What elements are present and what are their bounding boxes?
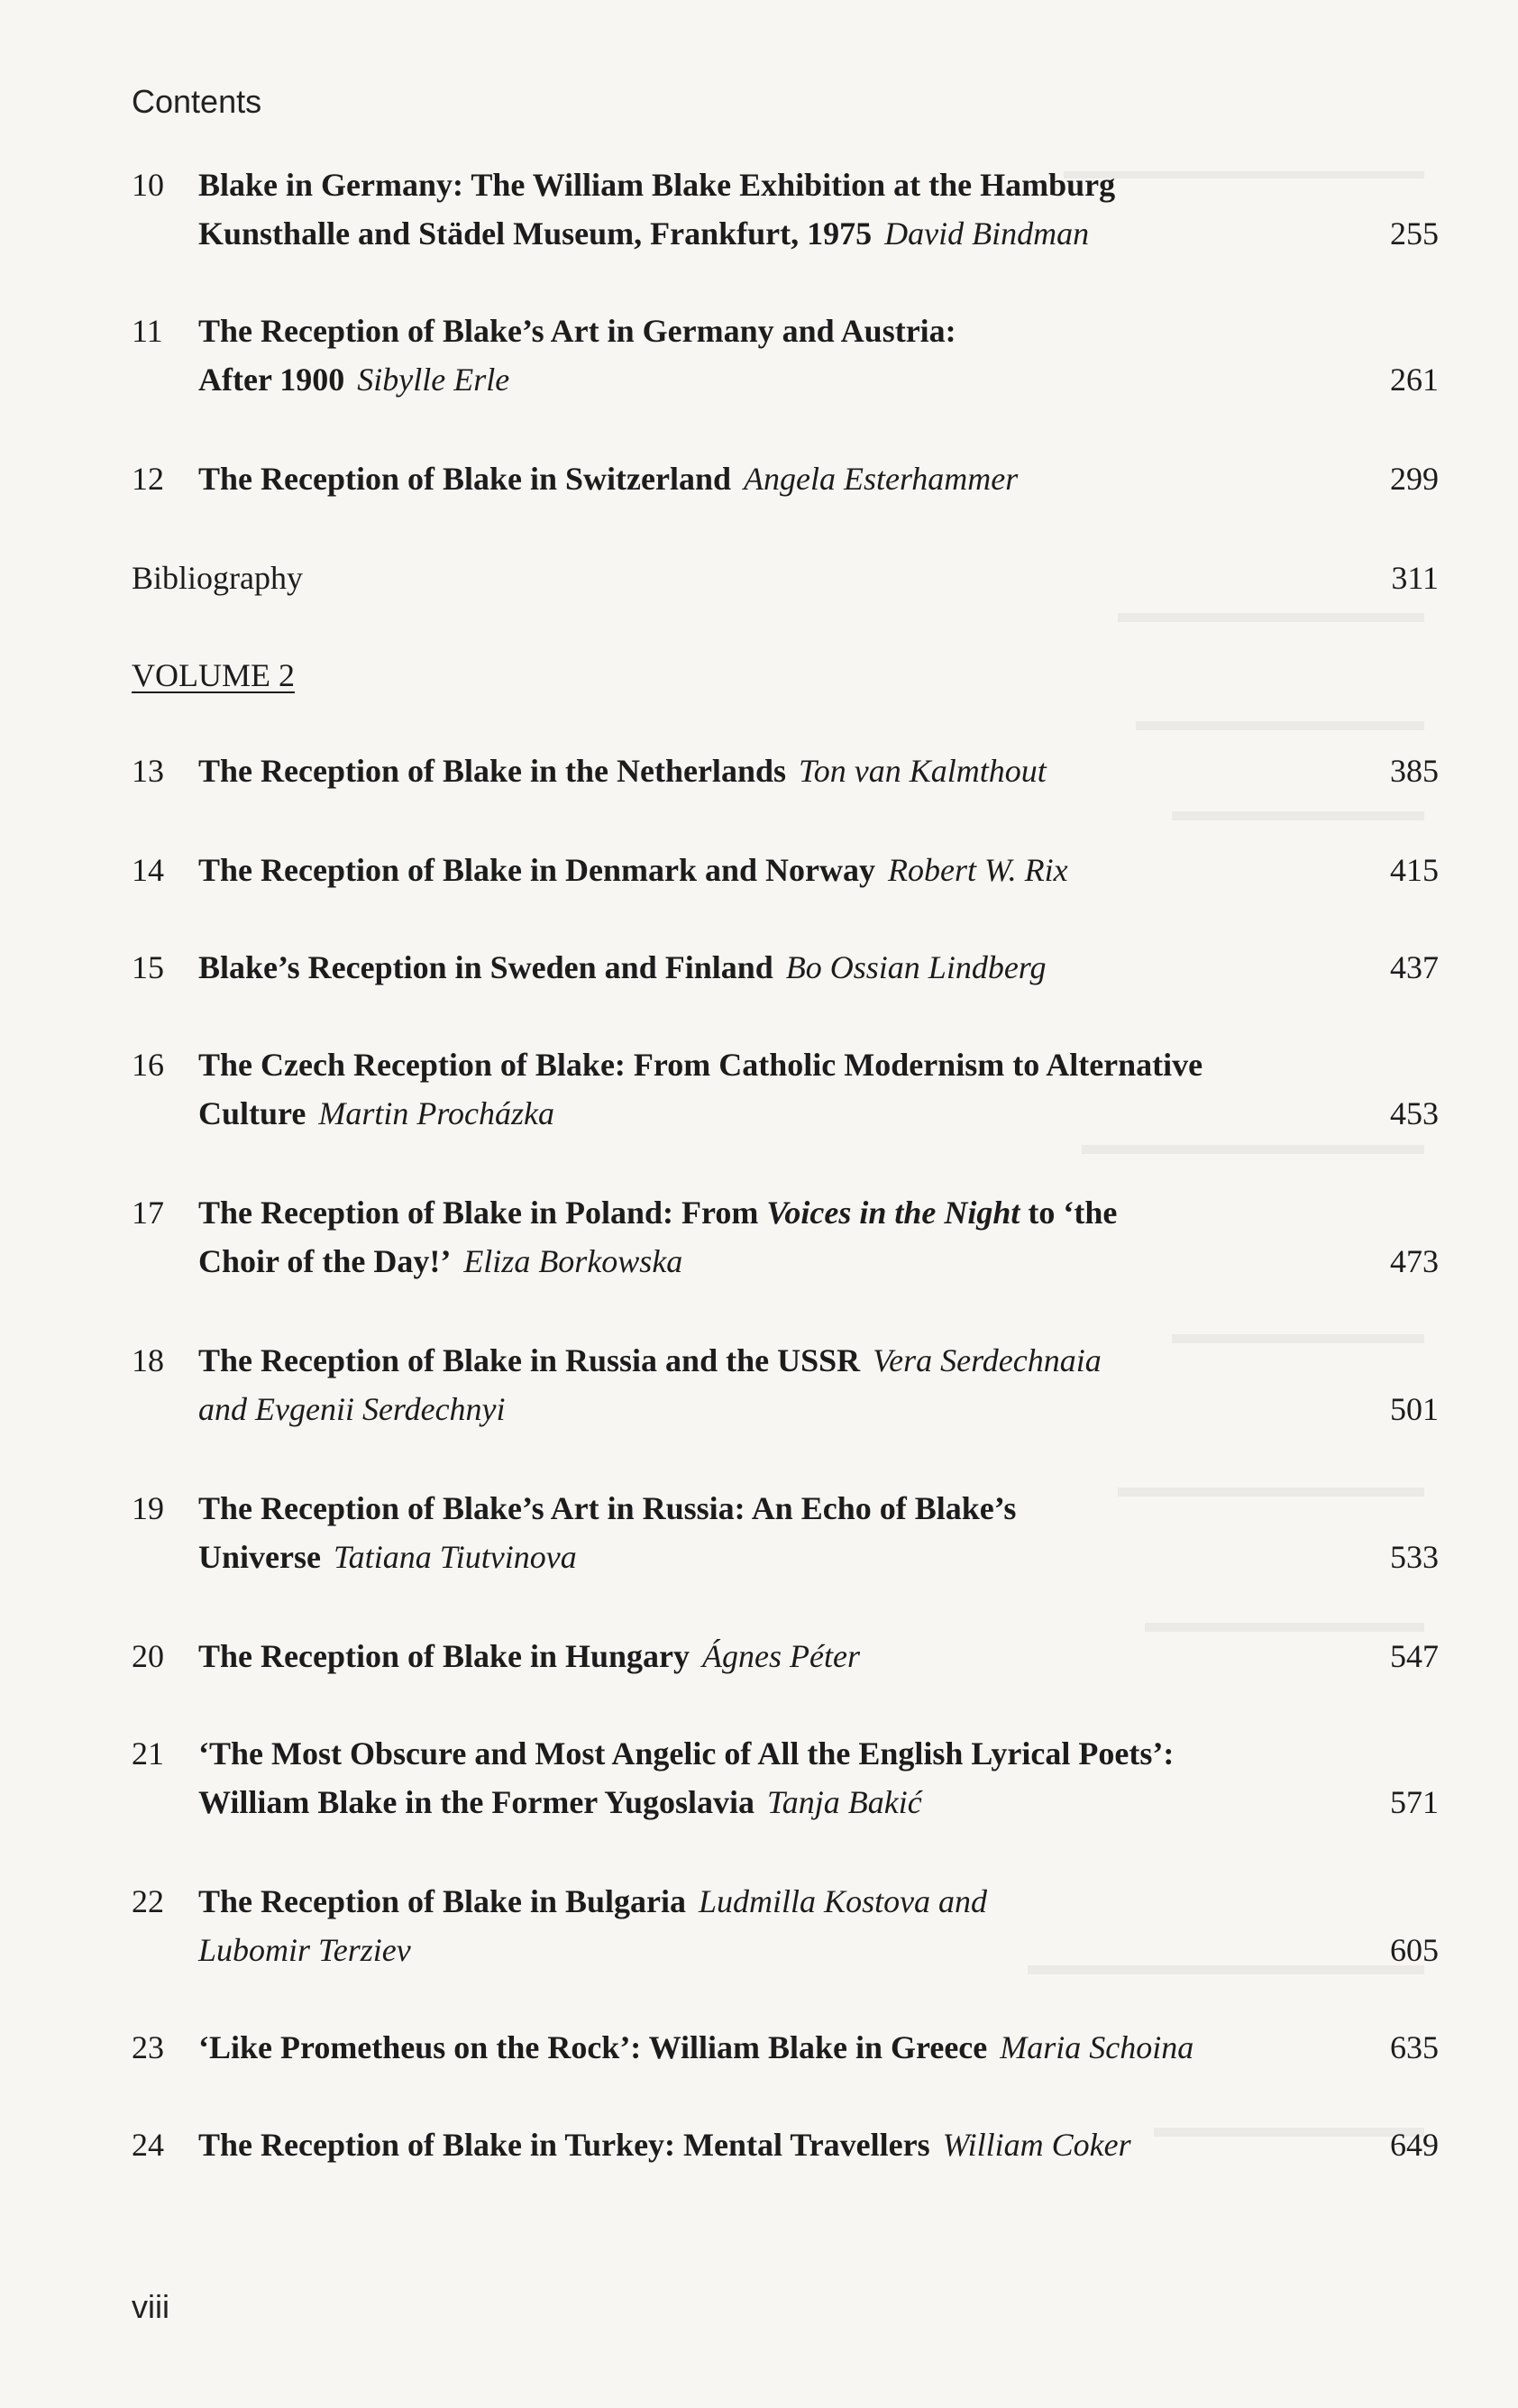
chapter-title-italic: Voices in the Night	[766, 1195, 1020, 1231]
chapter-author: Maria Schoina	[1000, 2029, 1194, 2065]
page-number: 261	[1390, 362, 1439, 398]
chapter-title: The Reception of Blake in Hungary	[198, 1638, 690, 1674]
chapter-author: William Coker	[942, 2127, 1131, 2163]
chapter-number: 13	[132, 753, 164, 789]
chapter-number: 20	[132, 1638, 164, 1674]
chapter-title-cont: Choir of the Day!’	[198, 1243, 452, 1279]
chapter-title: The Reception of Blake in Denmark and Norway	[198, 852, 876, 888]
chapter-author: David Bindman	[884, 215, 1090, 252]
page-number: 453	[1390, 1095, 1439, 1131]
chapter-title-cont: Culture	[198, 1095, 306, 1131]
page-number: 635	[1390, 2029, 1439, 2065]
chapter-number: 10	[132, 167, 164, 203]
chapter-title: The Reception of Blake in Russia and the USSR	[198, 1342, 861, 1378]
chapter-number: 14	[132, 852, 164, 888]
page-number: 311	[1391, 560, 1439, 596]
chapter-title: ‘Like Prometheus on the Rock’: William Blake in Greece	[198, 2029, 988, 2065]
chapter-number: 12	[132, 461, 164, 497]
volume-heading-text: VOLUME 2	[132, 657, 295, 693]
chapter-author: Sibylle Erle	[357, 362, 510, 398]
chapter-author: Tatiana Tiutvinova	[333, 1539, 577, 1575]
chapter-author: Ágnes Péter	[702, 1638, 860, 1674]
chapter-number: 21	[132, 1735, 164, 1772]
chapter-author: Angela Esterhammer	[744, 461, 1019, 497]
chapter-number: 23	[132, 2029, 164, 2065]
chapter-title: Blake’s Reception in Sweden and Finland	[198, 949, 773, 985]
chapter-number: 19	[132, 1490, 164, 1526]
chapter-author: Tanja Bakić	[767, 1784, 922, 1820]
chapter-number: 18	[132, 1342, 164, 1378]
page-folio: viii	[132, 2288, 169, 2325]
chapter-title-cont: William Blake in the Former Yugoslavia	[198, 1784, 755, 1820]
page-number: 571	[1390, 1784, 1439, 1820]
page-number: 473	[1390, 1243, 1439, 1279]
chapter-title: The Reception of Blake’s Art in Russia: An Echo of Blake’s	[198, 1490, 1017, 1526]
chapter-title: The Reception of Blake in Bulgaria	[198, 1883, 687, 1919]
chapter-title: Blake in Germany: The William Blake Exhibition at the Hamburg	[198, 167, 1116, 203]
chapter-title: The Reception of Blake in the Netherlands	[198, 753, 786, 789]
page-number: 255	[1390, 215, 1439, 252]
chapter-author: Eliza Borkowska	[463, 1243, 683, 1279]
page-number: 649	[1390, 2127, 1439, 2163]
page-number: 533	[1390, 1539, 1439, 1575]
chapter-author-cont: Lubomir Terziev	[198, 1932, 411, 1968]
page-number: 437	[1390, 949, 1439, 985]
chapter-number: 16	[132, 1047, 164, 1083]
chapter-author: Ton van Kalmthout	[799, 753, 1047, 789]
chapter-title-cont: Kunsthalle and Städel Museum, Frankfurt, 1975	[198, 215, 873, 252]
page-number: 415	[1390, 852, 1439, 888]
running-head: Contents	[132, 83, 262, 120]
chapter-title-cont: Universe	[198, 1539, 321, 1575]
chapter-title: The Reception of Blake in Switzerland	[198, 461, 731, 497]
chapter-title: The Czech Reception of Blake: From Catholic Modernism to Alternative	[198, 1047, 1203, 1083]
chapter-title: ‘The Most Obscure and Most Angelic of All the English Lyrical Poets’:	[198, 1735, 1175, 1772]
chapter-number: 11	[132, 313, 163, 349]
chapter-number: 17	[132, 1195, 164, 1231]
chapter-author: Robert W. Rix	[888, 852, 1068, 888]
chapter-title-cont: After 1900	[198, 362, 345, 398]
chapter-author: Ludmilla Kostova and	[699, 1883, 988, 1919]
chapter-author: Bo Ossian Lindberg	[785, 949, 1047, 985]
chapter-number: 24	[132, 2127, 164, 2163]
page-number: 385	[1390, 753, 1439, 789]
chapter-author: Martin Procházka	[318, 1095, 554, 1131]
bibliography-label: Bibliography	[132, 560, 303, 596]
chapter-number: 15	[132, 949, 164, 985]
chapter-title: The Reception of Blake’s Art in Germany and Austria:	[198, 313, 956, 349]
chapter-title-part2: to ‘the	[1020, 1195, 1118, 1231]
chapter-title: The Reception of Blake in Turkey: Mental Travellers	[198, 2127, 930, 2163]
chapter-title-part1: The Reception of Blake in Poland: From	[198, 1195, 767, 1231]
chapter-number: 22	[132, 1883, 164, 1919]
chapter-author: Vera Serdechnaia	[873, 1342, 1102, 1378]
page-number: 605	[1390, 1932, 1439, 1968]
page-number: 299	[1390, 461, 1439, 497]
page-number: 547	[1390, 1638, 1439, 1674]
page-number: 501	[1390, 1391, 1439, 1427]
chapter-author-cont: and Evgenii Serdechnyi	[198, 1391, 506, 1427]
